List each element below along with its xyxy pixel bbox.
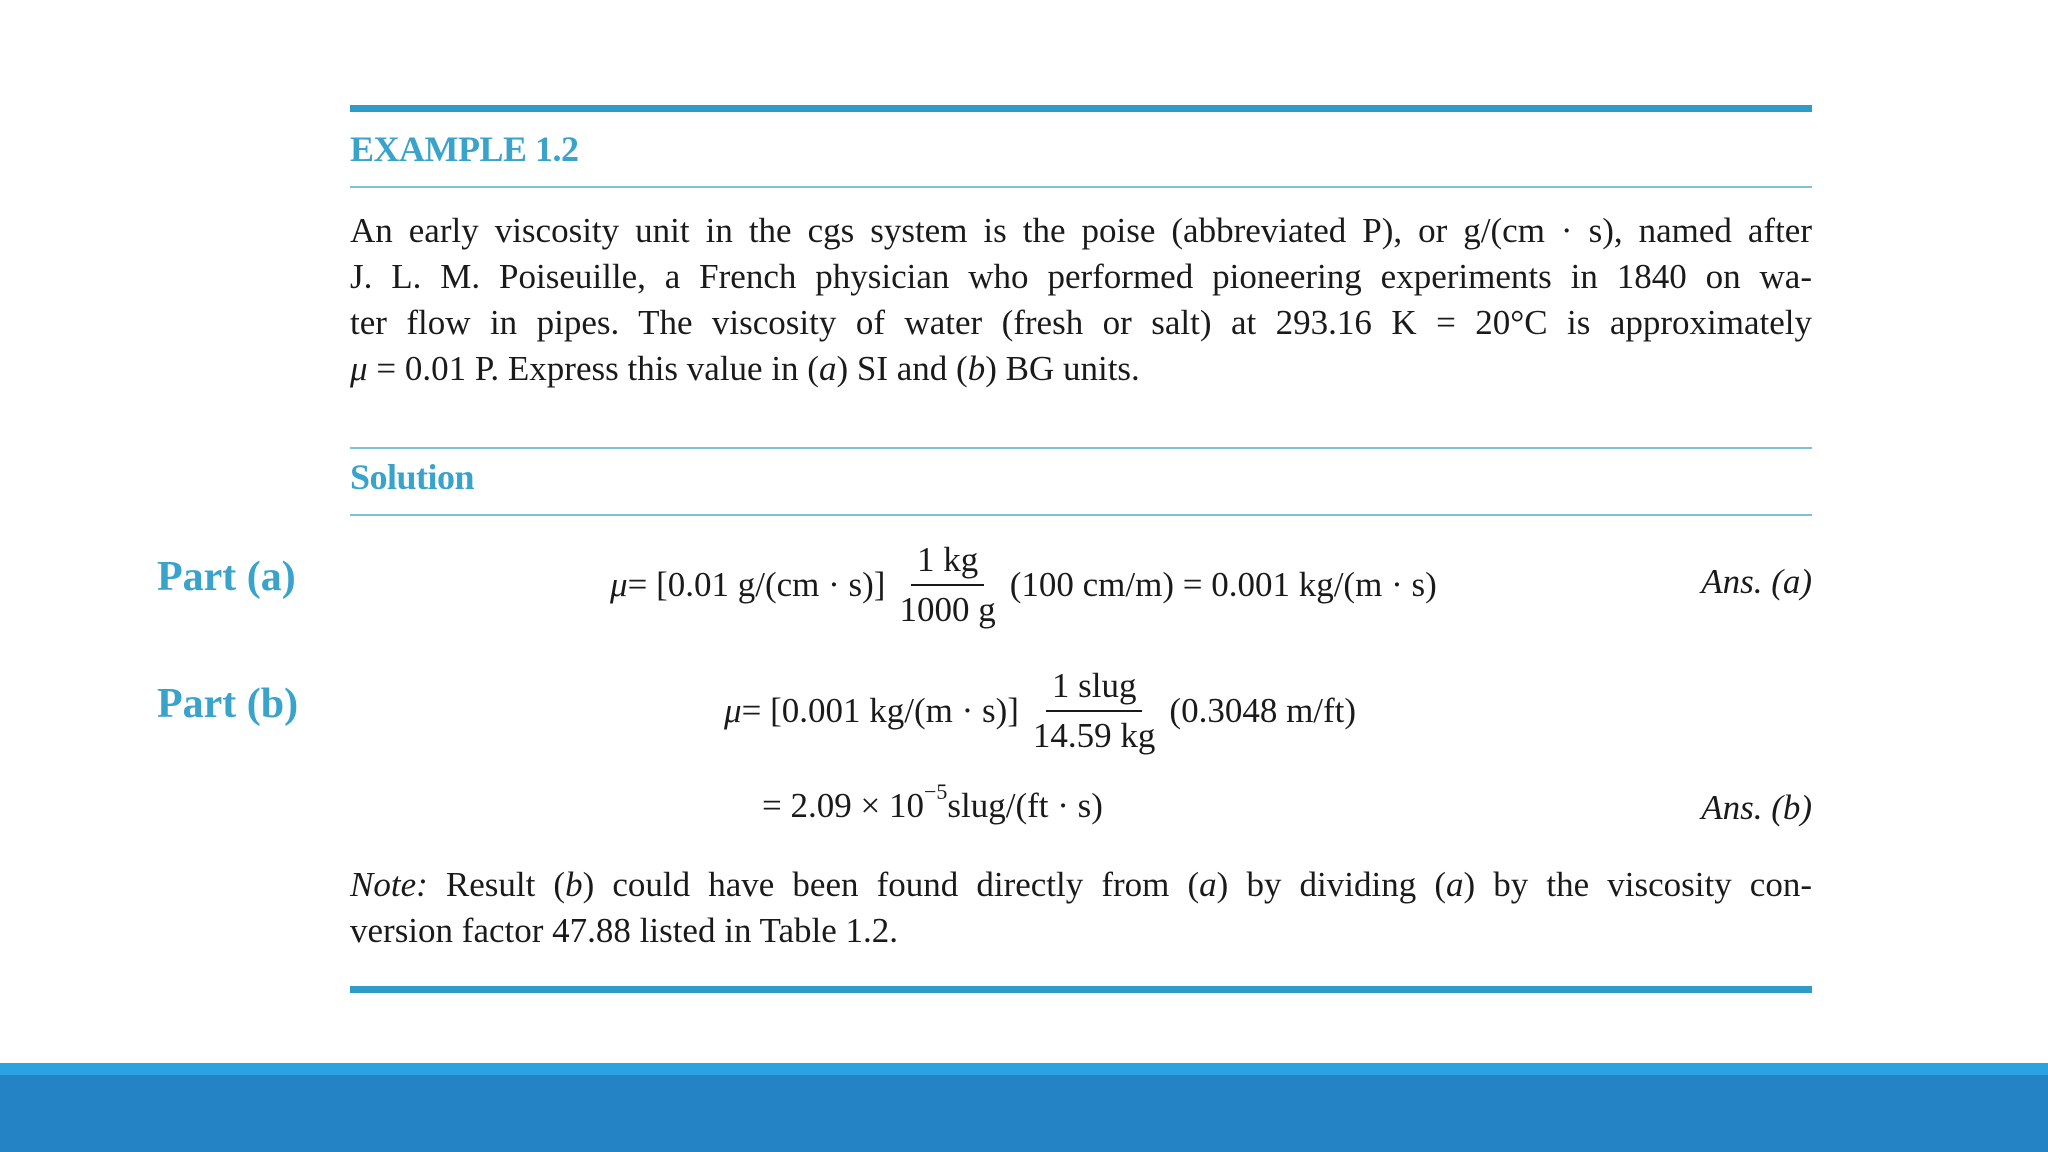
problem-line-4: μ = 0.01 P. Express this value in (a) SI and (b) BG units. — [350, 349, 1140, 388]
problem-line-2: J. L. M. Poiseuille, a French physician who performed pioneering experiments in 1840 on wa- — [350, 257, 1812, 296]
top-thick-rule — [350, 105, 1812, 112]
answer-a: Ans. (a) — [1701, 562, 1812, 601]
note-line-2: version factor 47.88 listed in Table 1.2. — [350, 911, 899, 950]
example-title: EXAMPLE 1.2 — [350, 129, 579, 169]
part-b-equation: μ = [0.001 kg/(m · s)] $\frac{\text{1 slug}}{14.59 kg}$ (0.3048 m/ft) — [724, 664, 1356, 758]
problem-line-3: ter flow in pipes. The viscosity of water (fresh or salt) at 293.16 K = 20°C is approximately — [350, 303, 1812, 342]
footer-band-highlight — [0, 1063, 2048, 1075]
solution-top-rule — [350, 447, 1812, 449]
solution-bottom-rule — [350, 514, 1812, 516]
part-a-equation: μ = [0.01 g/(cm · s)] $\frac{1 kg}{1000 g}$ (100 cm/m) = 0.001 kg/(m · s) — [610, 538, 1437, 632]
title-rule — [350, 186, 1812, 188]
problem-statement — [350, 208, 1812, 392]
note-paragraph — [350, 862, 1812, 954]
part-b-label: Part (b) — [157, 681, 299, 727]
part-b-result: = 2.09 × 10 $^{-5}$ slug/(ft · s) — [762, 779, 1103, 825]
part-a-fraction: $\frac{1 kg}{1000 g}$ — [899, 540, 996, 629]
mu-symbol: μ — [350, 349, 368, 388]
part-b-fraction: $\frac{\text{1 slug}}{14.59 kg}$ — [1032, 666, 1156, 755]
part-a-label: Part (a) — [157, 554, 296, 600]
solution-title: Solution — [350, 457, 475, 497]
footer-band — [0, 1075, 2048, 1152]
answer-b: Ans. (b) — [1701, 788, 1812, 827]
problem-line-1: An early viscosity unit in the cgs system is the poise (abbreviated P), or g/(cm · s), named after — [350, 211, 1812, 250]
bottom-thick-rule — [350, 986, 1812, 993]
note-line-1: Note: Result (b) could have been found directly from (a) by dividing (a) by the viscosity con- — [350, 865, 1812, 904]
